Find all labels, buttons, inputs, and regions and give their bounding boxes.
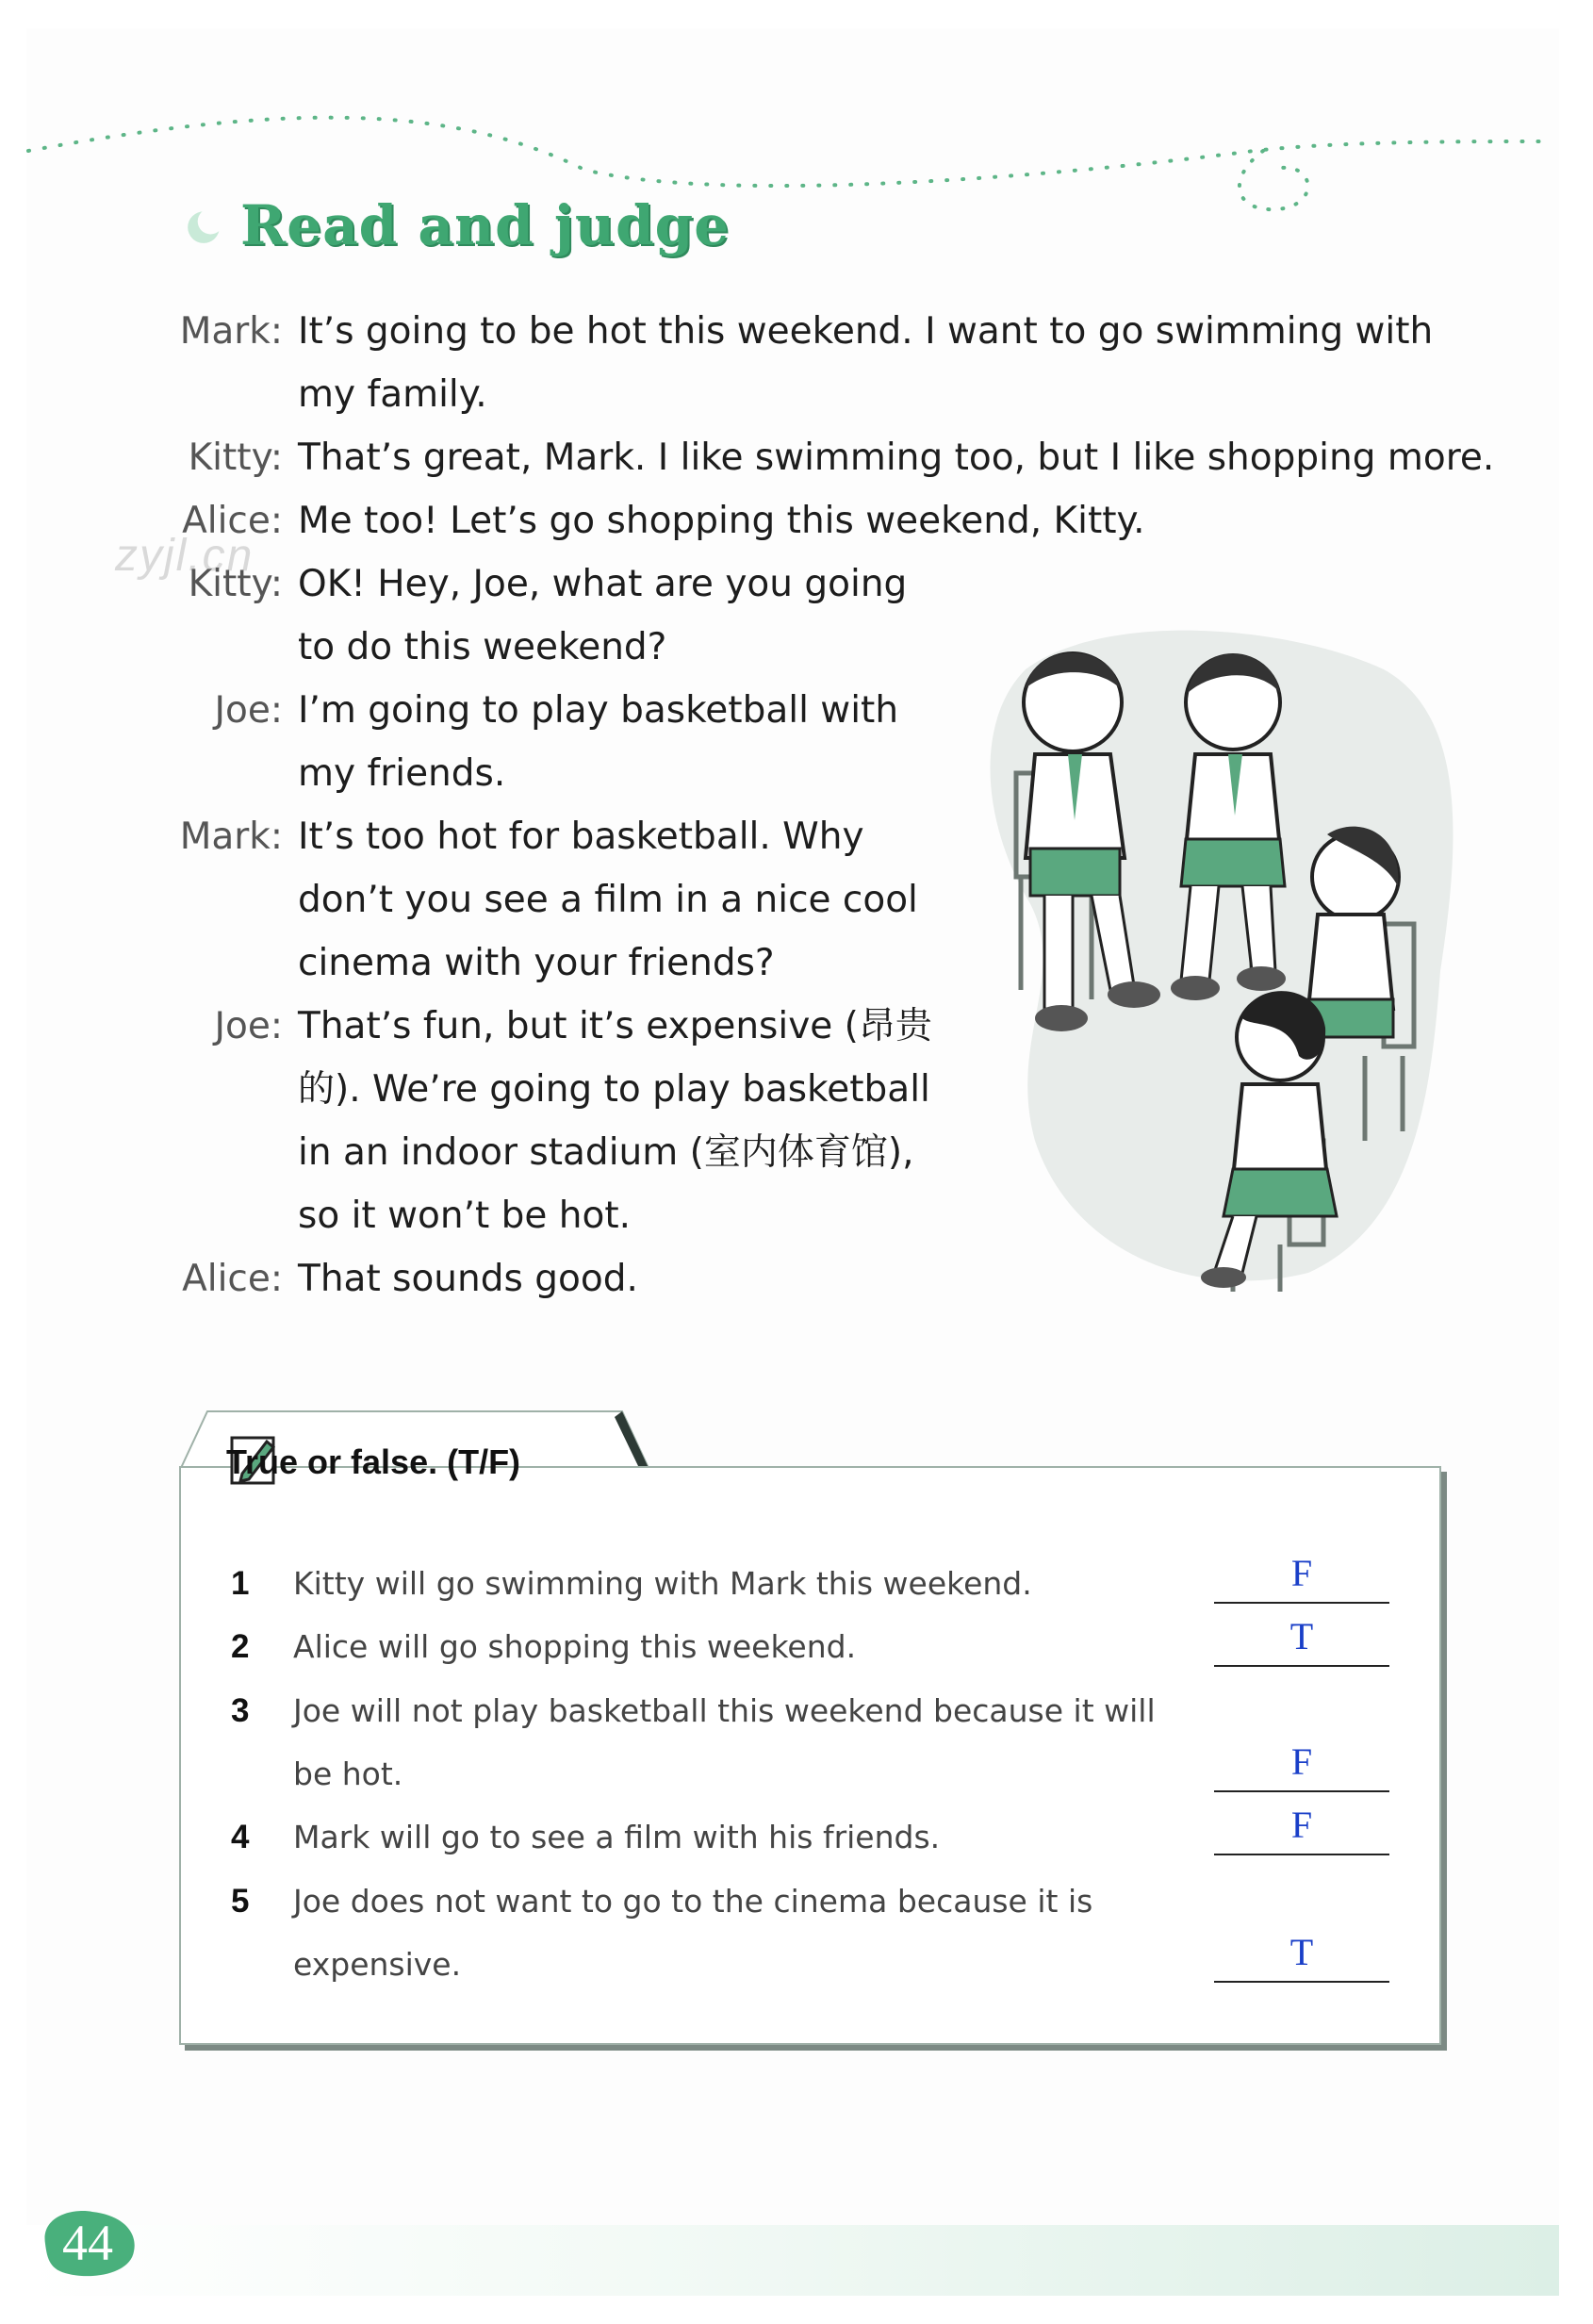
question-number: 1 — [231, 1565, 250, 1602]
dialogue-line — [179, 931, 1014, 995]
question-number: 2 — [231, 1628, 250, 1665]
question-number: 5 — [231, 1883, 250, 1920]
answer-blank-3[interactable] — [1214, 1741, 1389, 1792]
dialogue-text: It’s going to be hot this weekend. I want to go swimming with — [298, 310, 1434, 353]
dialogue-text: my family. — [298, 373, 487, 416]
dialogue-text: in an indoor stadium (室内体育馆), — [298, 1131, 914, 1174]
answer-value: T — [1289, 1615, 1314, 1657]
question-number: 3 — [231, 1692, 250, 1729]
answer-blank-5[interactable] — [1214, 1932, 1389, 1983]
question-number: 4 — [231, 1819, 250, 1855]
dialogue-text: to do this weekend? — [298, 626, 667, 668]
answer-blank-2[interactable] — [1214, 1616, 1389, 1667]
dialogue-text: Me too! Let’s go shopping this weekend, Kitty. — [298, 500, 1145, 542]
watermark: zyjl.cn — [115, 531, 255, 581]
question-text: Mark will go to see a film with his friends. — [293, 1819, 941, 1855]
dialogue-line — [179, 742, 1014, 805]
speaker-label: Mark: — [179, 816, 283, 858]
speaker-label: Joe: — [214, 1005, 283, 1047]
question-text-continued: be hot. — [293, 1755, 403, 1792]
dialogue-line — [179, 489, 1499, 552]
dialogue-text: It’s too hot for basketball. Why — [298, 816, 864, 858]
dialogue-line — [179, 995, 1014, 1058]
answer-value: F — [1290, 1740, 1313, 1783]
question-text: Joe will not play basketball this weekend because it will — [293, 1692, 1156, 1729]
dialogue-line — [179, 616, 1014, 679]
dialogue-line — [179, 1058, 1014, 1121]
page-number — [36, 2206, 140, 2280]
speaker-label: Alice: — [182, 1258, 283, 1300]
dialogue-line — [179, 300, 1499, 363]
answer-value: F — [1290, 1804, 1313, 1846]
dialogue-line — [179, 679, 1014, 742]
question-5 — [231, 1883, 1092, 1920]
dialogue-text: I’m going to play basketball with — [298, 689, 899, 732]
speaker-label: Kitty: — [188, 437, 283, 479]
question-4 — [231, 1819, 940, 1856]
dialogue-text: cinema with your friends? — [298, 942, 775, 984]
answer-blank-4[interactable] — [1214, 1805, 1389, 1855]
speaker-label: Alice: — [182, 500, 283, 542]
footer-band — [26, 2225, 1559, 2296]
question-text: Joe does not want to go to the cinema because it is — [293, 1883, 1093, 1920]
page-number-text: 44 — [62, 2215, 113, 2271]
speaker-label: Joe: — [214, 689, 283, 732]
dialogue-line — [179, 805, 1014, 868]
moon-icon — [184, 206, 223, 245]
question-2 — [231, 1628, 856, 1666]
dialogue-text: That sounds good. — [298, 1258, 638, 1300]
dialogue-text: don’t you see a film in a nice cool — [298, 879, 918, 921]
question-1 — [231, 1565, 1032, 1603]
dialogue-line — [179, 868, 1014, 931]
section-title-text: Read and judge — [240, 193, 731, 257]
dialogue-text: That’s great, Mark. I like swimming too, but I like shopping more. — [298, 437, 1495, 479]
answer-value: F — [1290, 1552, 1313, 1594]
section-title — [184, 193, 730, 257]
dialogue-line — [179, 426, 1499, 489]
speaker-label: Mark: — [179, 310, 283, 353]
question-text-continued: expensive. — [293, 1946, 462, 1983]
children-chatting-illustration — [969, 613, 1478, 1292]
dialogue-line — [179, 1121, 1014, 1184]
question-3 — [231, 1692, 1156, 1730]
exercise-title: True or false. (T/F) — [226, 1442, 521, 1481]
dialogue-text: That’s fun, but it’s expensive (昂贵 — [298, 1005, 932, 1047]
dialogue-line — [179, 552, 1014, 616]
dialogue-line — [179, 363, 1499, 426]
answer-value: T — [1289, 1931, 1314, 1973]
answer-blank-1[interactable] — [1214, 1553, 1389, 1604]
dialogue-line — [179, 1184, 1014, 1247]
dialogue-text: my friends. — [298, 752, 506, 795]
question-text: Alice will go shopping this weekend. — [293, 1628, 857, 1665]
dialogue-text: OK! Hey, Joe, what are you going — [298, 563, 908, 605]
speaker-label: Kitty: — [188, 563, 283, 605]
question-text: Kitty will go swimming with Mark this weekend. — [293, 1565, 1032, 1602]
dialogue-text: so it won’t be hot. — [298, 1195, 632, 1237]
dialogue-text: 的). We’re going to play basketball — [298, 1068, 930, 1111]
